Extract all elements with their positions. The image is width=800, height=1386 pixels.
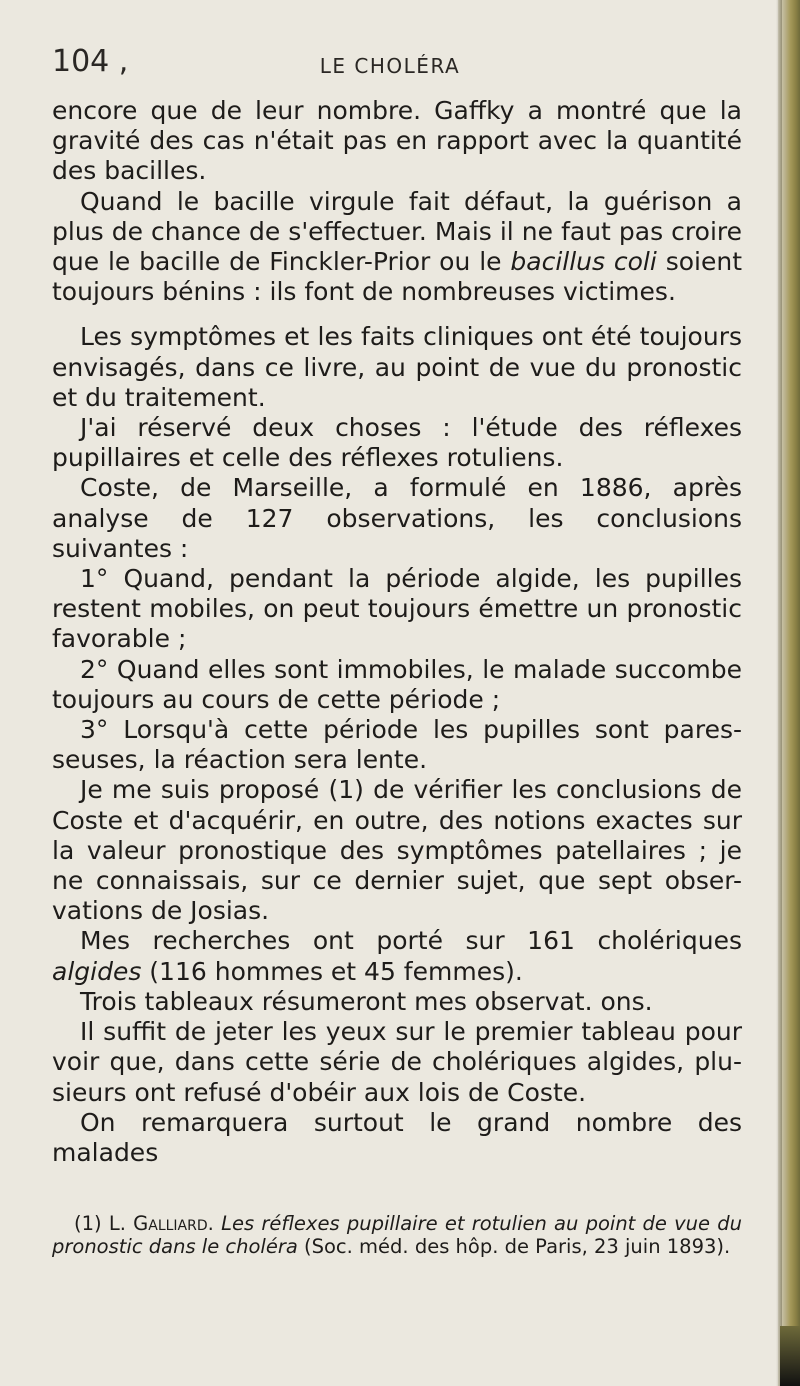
paragraph-5: Coste, de Marseille, a formulé en 1886, après analyse de 127 observations, les conclusions suivantes :: [52, 473, 742, 563]
paragraph-8: 3° Lorsqu'à cette période les pupilles sont pares-seuses, la réaction sera lente.: [52, 715, 742, 775]
paragraph-10-tail: (116 hommes et 45 femmes).: [141, 956, 523, 986]
footnote-title: Les réflexes pupillaire et rotulien au point de vue du pronostic dans le choléra: [52, 1212, 742, 1258]
footnote-text: [52, 1212, 742, 1258]
footnote-source: (Soc. méd. des hôp. de Paris, 23 juin 1893).: [297, 1235, 731, 1258]
footnote: [52, 1212, 742, 1258]
footnote-author: L. Galliard.: [108, 1212, 214, 1235]
paragraph-12: Il suffit de jeter les yeux sur le premier tableau pour voir que, dans cette série de cholériques algides, plu-sieurs ont refusé d'obéir aux lois de Coste.: [52, 1017, 742, 1107]
body-text: [52, 96, 742, 1168]
paragraph-3: Les symptômes et les faits cliniques ont été toujours envisagés, dans ce livre, au point de vue du pronostic et du traitement.: [52, 322, 742, 412]
paragraph-2-italic: bacillus coli: [510, 247, 657, 277]
page-header: [0, 44, 780, 84]
paragraph-1: encore que de leur nombre. Gaffky a montré que la gravité des cas n'était pas en rapport avec la quantité des bacilles.: [52, 96, 742, 186]
paragraph-10-text: Mes recherches ont porté sur 161 cholériques: [80, 926, 742, 956]
paragraph-2-text: Quand le bacille virgule fait défaut, la guérison a plus de chance de s'effectuer. Mais il ne faut pas croire que le bacille de Finckler-Prior ou le: [52, 186, 742, 277]
paragraph-2: [52, 187, 742, 308]
footnote-marker: (1): [74, 1212, 109, 1235]
paragraph-7: 2° Quand elles sont immobiles, le malade succombe toujours au cours de cette période ;: [52, 654, 742, 714]
paragraph-13: On remarquera surtout le grand nombre des malades: [52, 1107, 742, 1167]
paragraph-10-italic: algides: [52, 956, 142, 986]
page-edge-shadow: [776, 0, 782, 1386]
paragraph-9: Je me suis proposé (1) de vérifier les conclusions de Coste et d'acquérir, en outre, des notions exactes sur la valeur pronostique des symptômes patellaires ; je ne connaissais, sur ce dernier sujet, que sept obser-vations de Josias.: [52, 775, 742, 926]
paragraph-10: [52, 926, 742, 986]
paragraph-4: J'ai réservé deux choses : l'étude des réflexes pupillaires et celle des réflexes rotuliens.: [52, 413, 742, 473]
paragraph-6: 1° Quand, pendant la période algide, les pupilles restent mobiles, on peut toujours émettre un pronostic favorable ;: [52, 564, 742, 654]
page-edge-corner: [780, 1326, 800, 1386]
running-title: LE CHOLÉRA: [319, 54, 461, 78]
page-number: 104 ,: [52, 44, 129, 79]
paragraph-2-tail: soient toujours bénins : ils font de nombreuses victimes.: [52, 247, 743, 307]
paragraph-11: Trois tableaux résumeront mes observat. ons.: [80, 986, 653, 1016]
